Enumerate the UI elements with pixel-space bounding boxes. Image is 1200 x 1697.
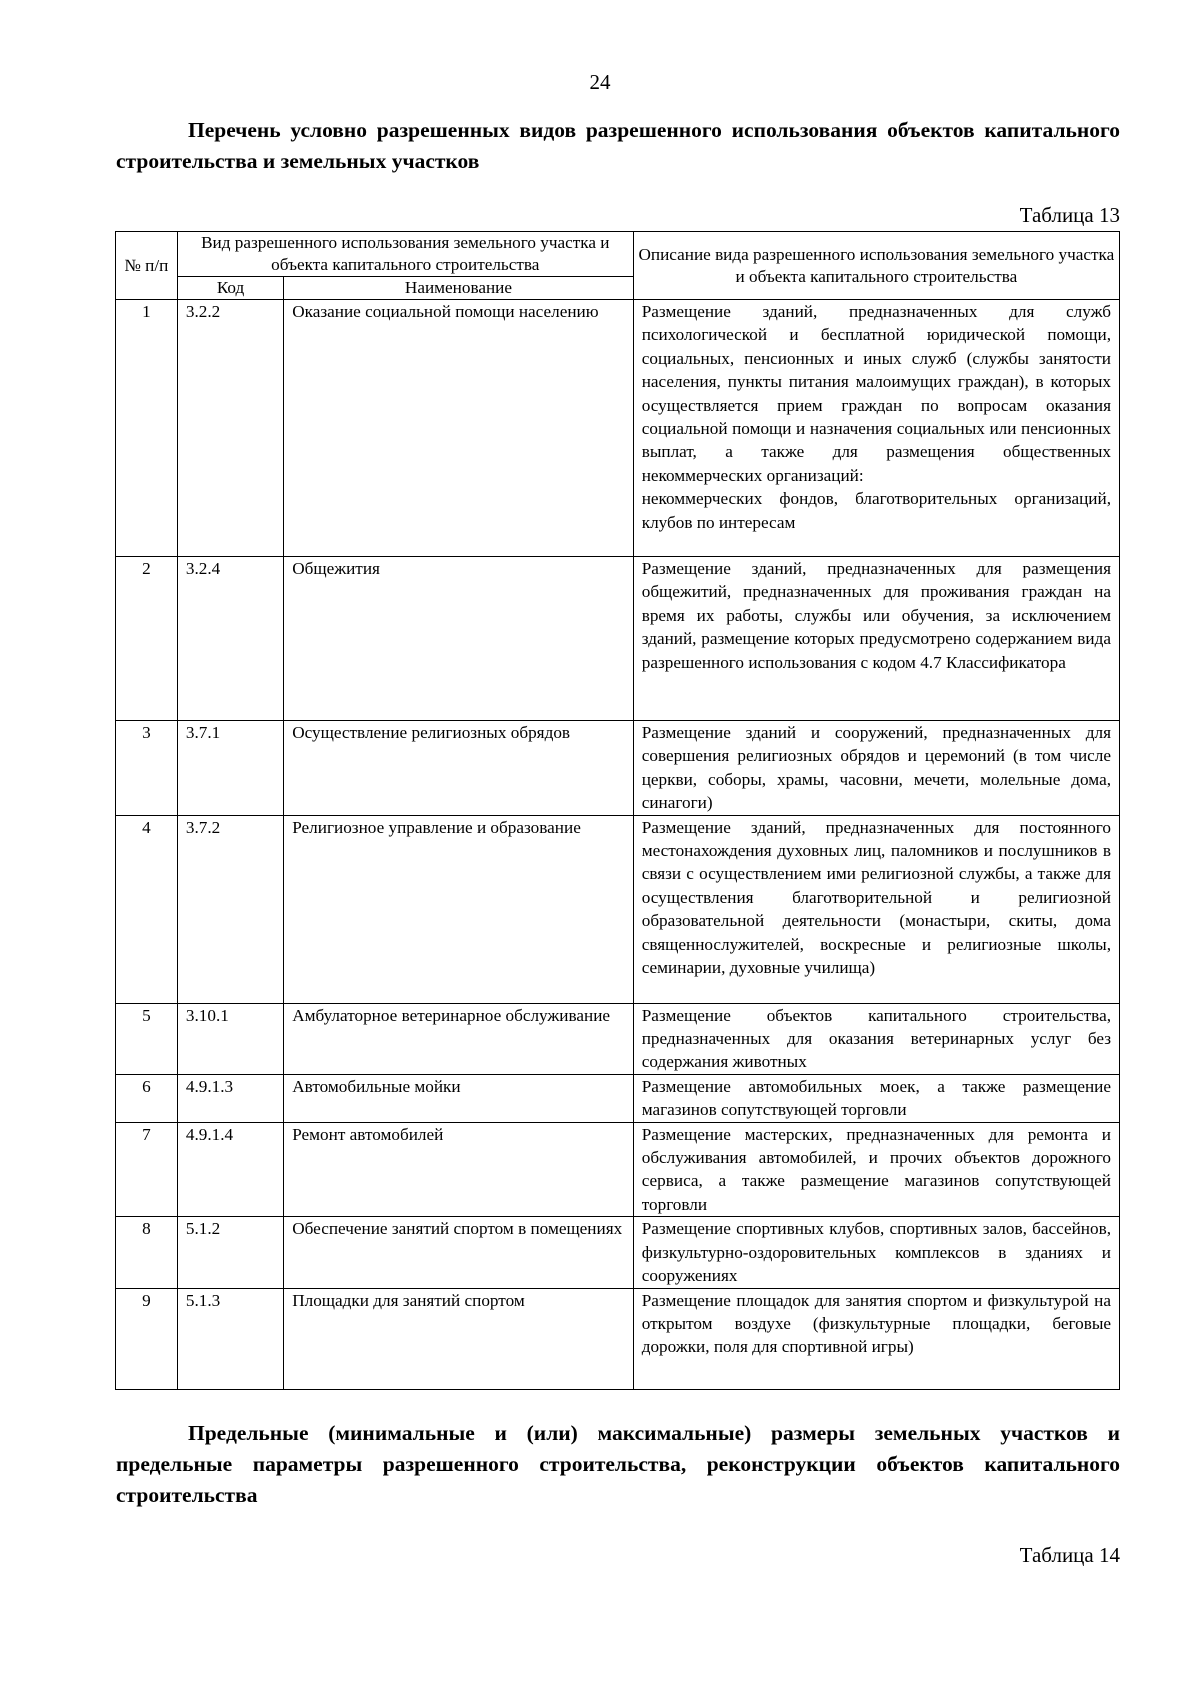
cell-desc: Размещение спортивных клубов, спортивных залов, бассейнов, физкультурно-оздоровительных комплексов в зданиях и сооружениях — [633, 1217, 1119, 1288]
cell-code: 3.2.2 — [177, 300, 283, 557]
cell-desc: Размещение объектов капитального строительства, предназначенных для оказания ветеринарных услуг без содержания животных — [633, 1003, 1119, 1074]
section-heading-text: Перечень условно разрешенных видов разрешенного использования объектов капитального строительства и земельных участков — [116, 118, 1120, 173]
cell-code: 3.7.2 — [177, 815, 283, 1003]
cell-num: 8 — [116, 1217, 178, 1288]
cell-desc — [633, 300, 1119, 557]
cell-code: 4.9.1.3 — [177, 1074, 283, 1122]
header-group: Вид разрешенного использования земельного участка и объекта капитального строительства — [177, 232, 633, 277]
cell-desc: Размещение зданий, предназначенных для постоянного местонахождения духовных лиц, паломников и послушников в связи с осуществлением ими религиозной службы, а также для осуществления благотворительной и религиозной образовательной деятельности (монастыри, скиты, дома священнослужителей, воскресные и религиозные школы, семинарии, духовные училища) — [633, 815, 1119, 1003]
cell-desc: Размещение площадок для занятия спортом и физкультурой на открытом воздухе (физкультурные площадки, беговые дорожки, поля для спортивной игры) — [633, 1288, 1119, 1389]
cell-desc-text-continued: некоммерческих фондов, благотворительных организаций, клубов по интересам — [641, 489, 1111, 532]
cell-num: 3 — [116, 721, 178, 816]
cell-name: Автомобильные мойки — [284, 1074, 634, 1122]
cell-name: Религиозное управление и образование — [284, 815, 634, 1003]
table-13-label: Таблица 13 — [1019, 203, 1120, 227]
section-heading-limit-parameters — [116, 1418, 1120, 1511]
table-row — [116, 1217, 1120, 1288]
cell-name: Амбулаторное ветеринарное обслуживание — [284, 1003, 634, 1074]
table-row — [116, 300, 1120, 557]
cell-name: Оказание социальной помощи населению — [284, 300, 634, 557]
cell-desc: Размещение автомобильных моек, а также размещение магазинов сопутствующей торговли — [633, 1074, 1119, 1122]
cell-num: 6 — [116, 1074, 178, 1122]
header-code: Код — [177, 277, 283, 300]
header-desc: Описание вида разрешенного использования земельного участка и объекта капитального строительства — [633, 232, 1119, 300]
cell-name: Площадки для занятий спортом — [284, 1288, 634, 1389]
cell-code: 3.2.4 — [177, 557, 283, 721]
table-row — [116, 1074, 1120, 1122]
section-heading-text: Предельные (минимальные и (или) максимальные) размеры земельных участков и предельные параметры разрешенного строительства, реконструкции объектов капитального строительства — [116, 1421, 1120, 1507]
table-14-label: Таблица 14 — [1019, 1543, 1120, 1567]
cell-desc: Размещение зданий, предназначенных для размещения общежитий, предназначенных для проживания граждан на время их работы, службы или обучения, за исключением зданий, размещение которых предусмотрено содержанием вида разрешенного использования с кодом 4.7 Классификатора — [633, 557, 1119, 721]
cell-desc: Размещение зданий и сооружений, предназначенных для совершения религиозных обрядов и церемоний (в том числе церкви, соборы, храмы, часовни, мечети, молельные дома, синагоги) — [633, 721, 1119, 816]
table-row — [116, 815, 1120, 1003]
cell-num: 9 — [116, 1288, 178, 1389]
cell-code: 5.1.2 — [177, 1217, 283, 1288]
cell-name: Ремонт автомобилей — [284, 1122, 634, 1217]
cell-num: 1 — [116, 300, 178, 557]
cell-code: 3.10.1 — [177, 1003, 283, 1074]
cell-code: 5.1.3 — [177, 1288, 283, 1389]
table-row — [116, 1122, 1120, 1217]
header-num: № п/п — [116, 232, 178, 300]
header-name: Наименование — [284, 277, 634, 300]
table-row — [116, 721, 1120, 816]
cell-name: Осуществление религиозных обрядов — [284, 721, 634, 816]
cell-name: Обеспечение занятий спортом в помещениях — [284, 1217, 634, 1288]
table-row — [116, 1003, 1120, 1074]
table-row — [116, 557, 1120, 721]
cell-num: 4 — [116, 815, 178, 1003]
cell-name: Общежития — [284, 557, 634, 721]
cell-num: 5 — [116, 1003, 178, 1074]
cell-code: 4.9.1.4 — [177, 1122, 283, 1217]
table-row — [116, 1288, 1120, 1389]
cell-desc-text: Размещение зданий, предназначенных для служб психологической и бесплатной юридической помощи, социальных, пенсионных и иных служб (службы занятости населения, пункты питания малоимущих граждан), в которых осуществляется прием граждан по вопросам оказания социальной помощи и назначения социальных или пенсионных выплат, а также для размещения общественных некоммерческих организаций: — [641, 302, 1111, 485]
section-heading-conditional-uses — [116, 115, 1120, 177]
page-number: 24 — [589, 70, 611, 94]
cell-desc: Размещение мастерских, предназначенных для ремонта и обслуживания автомобилей, и прочих объектов дорожного сервиса, а также размещение магазинов сопутствующей торговли — [633, 1122, 1119, 1217]
cell-num: 2 — [116, 557, 178, 721]
table-13 — [115, 231, 1120, 1390]
cell-num: 7 — [116, 1122, 178, 1217]
cell-code: 3.7.1 — [177, 721, 283, 816]
